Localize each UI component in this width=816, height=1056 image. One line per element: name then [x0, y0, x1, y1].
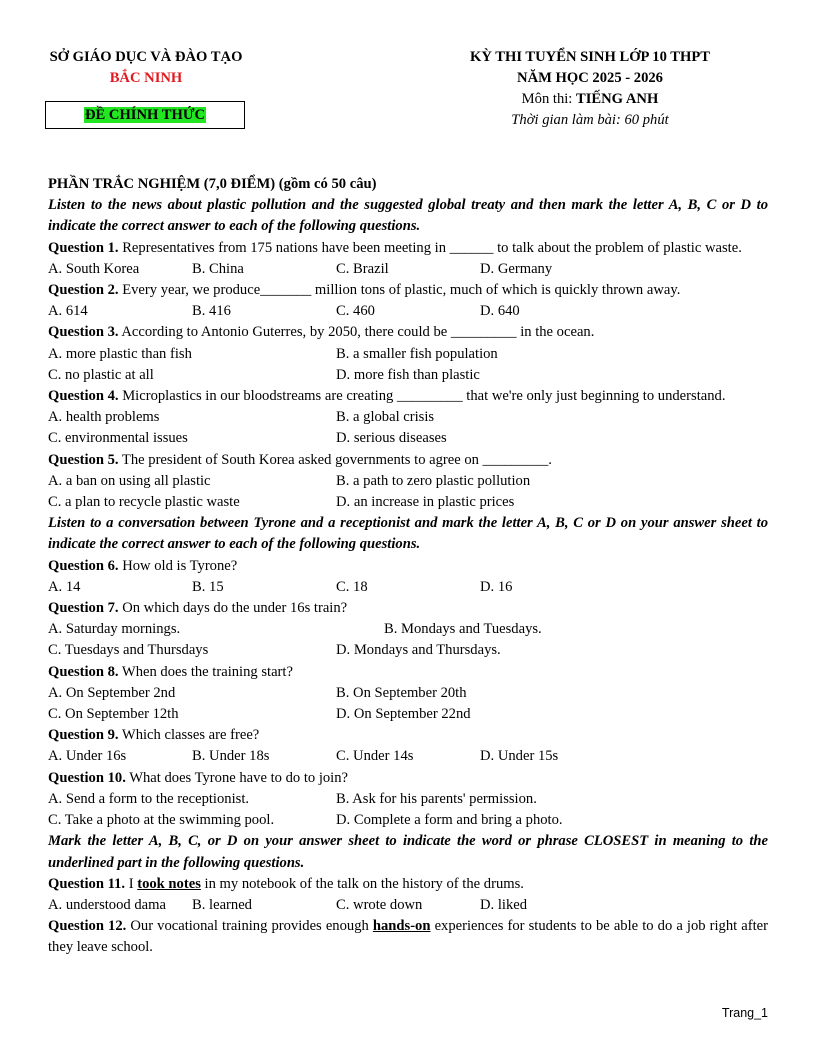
option-d: D. On September 22nd	[336, 706, 471, 723]
question-number: Question 8.	[48, 663, 119, 680]
question-number: Question 5.	[48, 451, 119, 468]
exam-title: KỲ THI TUYỂN SINH LỚP 10 THPT	[469, 49, 711, 65]
instruction-listening-1: Listen to the news about plastic pollution and the suggested global treaty and then mark the letter A, B, C or D to indicate the correct answer to each of the following questions.	[48, 197, 768, 235]
question-number: Question 7.	[48, 600, 119, 617]
question-2	[48, 280, 768, 301]
province-name: BẮC NINH	[109, 70, 183, 86]
question-text: Every year, we produce_______ million tons of plastic, much of which is quickly thrown away.	[118, 282, 681, 299]
question-5	[48, 450, 768, 471]
option-d: D. Mondays and Thursdays.	[336, 642, 501, 659]
option-b: B. Under 18s	[192, 748, 270, 765]
question-text: The president of South Korea asked governments to agree on _________.	[118, 451, 552, 468]
options-q9	[48, 746, 768, 767]
option-c: C. Under 14s	[336, 748, 414, 765]
question-number: Question 12.	[48, 918, 127, 935]
instruction-closest-meaning: Mark the letter A, B, C, or D on your answer sheet to indicate the word or phrase CLOSEST in meaning to the underlined part in the following questions.	[48, 833, 768, 871]
option-d: D. Germany	[480, 260, 553, 277]
option-d: D. Complete a form and bring a photo.	[336, 812, 563, 829]
options-q7-row2	[48, 640, 768, 661]
header-right	[430, 47, 750, 131]
option-a: A. understood dama	[48, 896, 166, 913]
underlined-phrase: took notes	[137, 875, 201, 892]
option-a: A. Under 16s	[48, 748, 127, 765]
option-c: C. no plastic at all	[48, 366, 154, 383]
option-c: C. On September 12th	[48, 706, 179, 723]
question-number: Question 1.	[48, 239, 119, 256]
option-d: D. an increase in plastic prices	[336, 494, 515, 511]
option-d: D. serious diseases	[336, 430, 447, 447]
question-6	[48, 556, 768, 577]
option-c: C. wrote down	[336, 896, 423, 913]
option-d: D. liked	[480, 896, 528, 913]
option-a: A. Send a form to the receptionist.	[48, 790, 250, 807]
question-text-pre: I	[125, 875, 138, 892]
question-11	[48, 874, 768, 895]
option-b: B. a smaller fish population	[336, 345, 498, 362]
official-exam-box	[45, 101, 245, 129]
question-7	[48, 598, 768, 619]
option-b: B. a global crisis	[336, 409, 435, 426]
question-text: On which days do the under 16s train?	[118, 600, 348, 617]
question-text: According to Antonio Guterres, by 2050, there could be _________ in the ocean.	[118, 324, 595, 341]
option-c: C. Tuesdays and Thursdays	[48, 642, 209, 659]
option-a: A. more plastic than fish	[48, 345, 192, 362]
option-c: C. 18	[336, 578, 368, 595]
option-b: B. Ask for his parents' permission.	[336, 790, 537, 807]
question-4	[48, 386, 768, 407]
question-10	[48, 768, 768, 789]
options-q4	[48, 407, 768, 449]
option-b: B. a path to zero plastic pollution	[336, 472, 531, 489]
option-d: D. Under 15s	[480, 748, 559, 765]
options-q1	[48, 259, 768, 280]
question-text-post: in my notebook of the talk on the history of the drums.	[200, 875, 524, 892]
options-q8	[48, 683, 768, 725]
option-a: A. Saturday mornings.	[48, 621, 181, 638]
options-q10	[48, 789, 768, 831]
official-exam-label: ĐỀ CHÍNH THỨC	[84, 107, 205, 123]
question-8	[48, 662, 768, 683]
school-year: NĂM HỌC 2025 - 2026	[517, 70, 663, 86]
question-9	[48, 725, 768, 746]
question-number: Question 11.	[48, 875, 126, 892]
option-b: B. 15	[192, 578, 224, 595]
department-name: SỞ GIÁO DỤC VÀ ĐÀO TẠO	[49, 49, 243, 65]
question-text: Which classes are free?	[118, 727, 260, 744]
question-text-pre: Our vocational training provides enough	[126, 918, 373, 935]
option-a: A. 14	[48, 578, 81, 595]
option-b: B. 416	[192, 303, 231, 320]
instruction-listening-2: Listen to a conversation between Tyrone and a receptionist and mark the letter A, B, C or D on your answer sheet to indicate the correct answer to each of the following questions.	[48, 515, 768, 553]
option-d: D. 16	[480, 578, 513, 595]
subject-name: TIẾNG ANH	[576, 91, 659, 107]
question-number: Question 9.	[48, 727, 119, 744]
options-q5	[48, 471, 768, 513]
options-q2	[48, 301, 768, 322]
options-q7-row1	[48, 619, 768, 640]
option-b: B. China	[192, 260, 244, 277]
question-1	[48, 238, 768, 259]
question-number: Question 3.	[48, 324, 119, 341]
question-text: Representatives from 175 nations have been meeting in ______ to talk about the problem of plastic waste.	[118, 239, 742, 256]
page-number: Trang_1	[721, 1006, 768, 1020]
option-c: C. environmental issues	[48, 430, 188, 447]
question-3	[48, 322, 768, 343]
question-text: How old is Tyrone?	[118, 557, 238, 574]
option-a: A. 614	[48, 303, 88, 320]
question-number: Question 10.	[48, 769, 126, 786]
exam-body	[48, 174, 768, 959]
options-q11	[48, 895, 768, 916]
option-b: B. On September 20th	[336, 684, 467, 701]
option-c: C. Brazil	[336, 260, 389, 277]
header-left	[40, 47, 252, 89]
question-text: When does the training start?	[118, 663, 293, 680]
option-a: A. South Korea	[48, 260, 140, 277]
question-text: What does Tyrone have to do to join?	[125, 769, 349, 786]
options-q3	[48, 344, 768, 386]
subject-line	[430, 89, 750, 110]
question-text: Microplastics in our bloodstreams are creating _________ that we're only just beginning to understand.	[118, 388, 726, 405]
question-number: Question 4.	[48, 388, 119, 405]
option-a: A. health problems	[48, 409, 160, 426]
option-d: D. 640	[480, 303, 520, 320]
option-b: B. Mondays and Tuesdays.	[384, 621, 542, 638]
exam-duration: Thời gian làm bài: 60 phút	[511, 112, 669, 128]
option-a: A. On September 2nd	[48, 684, 176, 701]
question-text-post: experiences for students to be able to do a job right after they leave school.	[48, 918, 768, 956]
option-c: C. a plan to recycle plastic waste	[48, 494, 240, 511]
option-a: A. a ban on using all plastic	[48, 472, 211, 489]
section-title: PHẦN TRẮC NGHIỆM (7,0 ĐIỂM) (gồm có 50 câu)	[48, 176, 377, 192]
question-12	[48, 916, 768, 958]
option-d: D. more fish than plastic	[336, 366, 480, 383]
subject-prefix: Môn thi:	[521, 91, 576, 107]
question-number: Question 2.	[48, 282, 119, 299]
underlined-phrase: hands-on	[372, 918, 431, 935]
option-c: C. 460	[336, 303, 375, 320]
question-number: Question 6.	[48, 557, 119, 574]
option-b: B. learned	[192, 896, 252, 913]
options-q6	[48, 577, 768, 598]
option-c: C. Take a photo at the swimming pool.	[48, 812, 275, 829]
